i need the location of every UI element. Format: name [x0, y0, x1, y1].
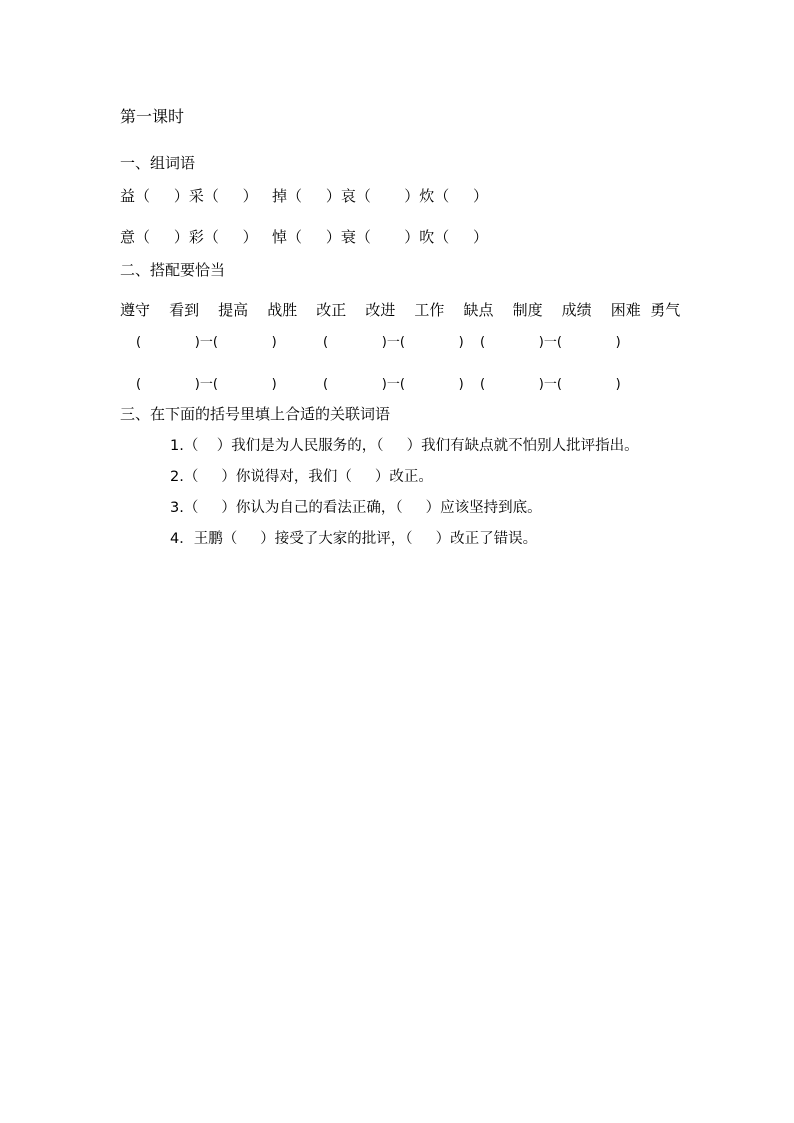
section2-heading: 二、搭配要恰当 [120, 261, 226, 279]
match-pair-2-1: ( )一( ) [136, 377, 277, 392]
match-pair-1-1: ( )一( ) [136, 335, 277, 350]
section1-heading: 一、组词语 [120, 154, 196, 172]
word-bank: 遵守 看到 提高 战胜 改正 改进 工作 缺点 制度 成绩 困难 勇气 [120, 301, 681, 319]
match-pair-1-2: ( )一( ) [323, 335, 464, 350]
section3-heading: 三、在下面的括号里填上合适的关联词语 [120, 405, 391, 423]
word-group-row-2: 意（ ）彩（ ） 悼（ ）衰（ ）吹（ ） [120, 228, 489, 246]
question-2: 2.（ ）你说得对，我们（ ）改正。 [170, 469, 433, 485]
question-4: 4．王鹏（ ）接受了大家的批评，（ ）改正了错误。 [170, 531, 538, 547]
match-pair-2-2: ( )一( ) [323, 377, 464, 392]
question-1: 1.（ ）我们是为人民服务的，（ ）我们有缺点就不怕别人批评指出。 [170, 438, 639, 454]
match-pair-2-3: ( )一( ) [480, 377, 621, 392]
word-group-row-1: 益（ ）采（ ） 掉（ ）哀（ ）炊（ ） [120, 187, 489, 205]
question-3: 3.（ ）你认为自己的看法正确，（ ）应该坚持到底。 [170, 500, 542, 516]
page-title: 第一课时 [120, 107, 185, 126]
match-pair-1-3: ( )一( ) [480, 335, 621, 350]
